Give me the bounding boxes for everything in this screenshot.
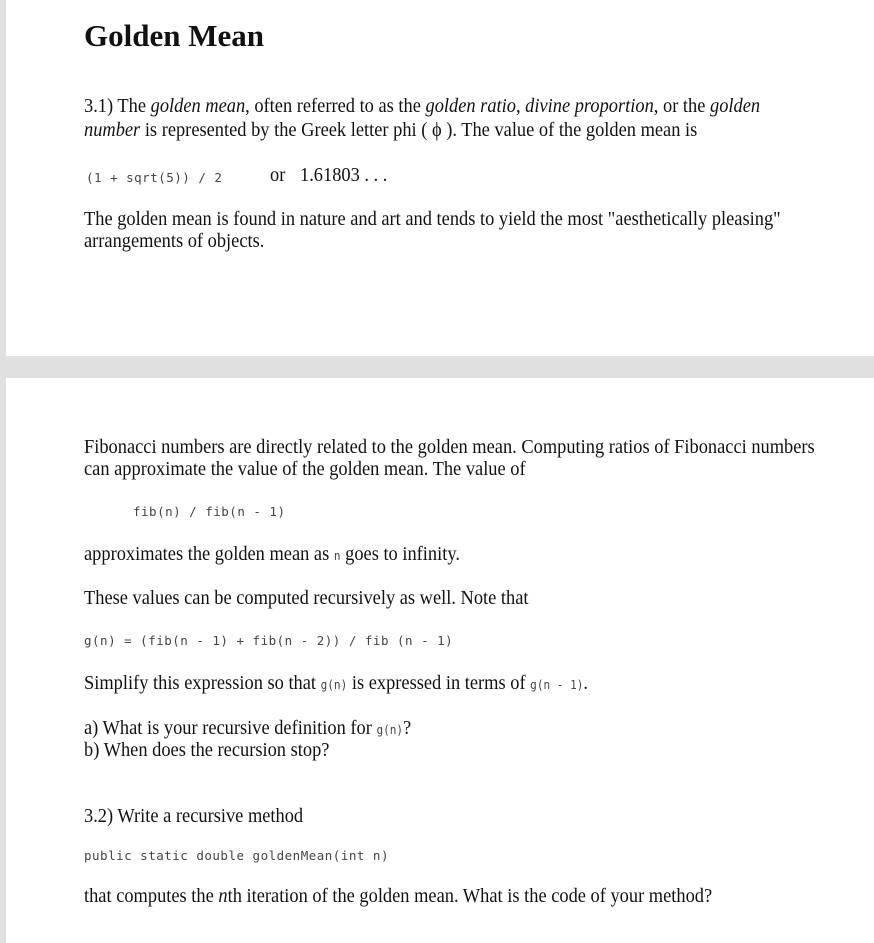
text: . <box>583 672 588 694</box>
term-divine-proportion: divine proportion <box>525 95 654 117</box>
fib-ratio-code: fib(n) / fib(n - 1) <box>133 504 286 519</box>
paragraph-nature-line-1: The golden mean is found in nature and art and tends to yield the most "aesthetically pleasing" <box>84 208 781 230</box>
text: , or the <box>653 95 711 117</box>
paragraph-golden-mean-line-2 <box>84 119 697 142</box>
text: is expressed in terms of <box>347 672 531 694</box>
inline-code-n: n <box>333 549 341 563</box>
text: ). The value of the golden mean is <box>441 119 698 141</box>
term-number: number <box>84 119 141 141</box>
inline-code-g-n: g(n) <box>320 678 348 692</box>
phi-symbol: ϕ <box>431 119 442 141</box>
text: , often referred to as the <box>245 95 426 117</box>
page-title: Golden Mean <box>84 18 264 53</box>
text: , <box>515 95 526 117</box>
method-signature-code: public static double goldenMean(int n) <box>84 848 389 863</box>
paragraph-computes <box>84 885 712 908</box>
paragraph-approximates <box>84 543 460 568</box>
text: is represented by the Greek letter phi ( <box>140 119 432 141</box>
text: ? <box>403 717 412 739</box>
text: th iteration of the golden mean. What is the code of your method? <box>227 885 713 907</box>
g-definition-code: g(n) = (fib(n - 1) + fib(n - 2)) / fib (n - 1) <box>84 633 454 648</box>
term-golden-mean: golden mean <box>150 95 246 117</box>
question-b: b) When does the recursion stop? <box>84 739 330 761</box>
paragraph-recursive-note: These values can be computed recursively as well. Note that <box>84 587 529 609</box>
document-page-2 <box>6 378 874 943</box>
paragraph-fibonacci-line-2: can approximate the value of the golden mean. The value of <box>84 458 526 480</box>
paragraph-simplify <box>84 672 588 697</box>
text: that computes the <box>84 885 219 907</box>
term-golden-ratio: golden ratio <box>425 95 516 117</box>
paragraph-golden-mean-line-1 <box>84 95 760 118</box>
formula-code: (1 + sqrt(5)) / 2 <box>86 170 223 185</box>
term-n: n <box>218 885 228 907</box>
term-golden: golden <box>710 95 761 117</box>
text: Simplify this expression so that <box>84 672 321 694</box>
formula-value: 1.61803 . . . <box>300 164 388 186</box>
document-page-1 <box>6 0 874 356</box>
text: goes to infinity. <box>340 543 460 565</box>
text: 3.1) The <box>84 95 151 117</box>
paragraph-fibonacci-line-1: Fibonacci numbers are directly related to the golden mean. Computing ratios of Fibonacci numbers <box>84 436 815 458</box>
formula-or: or <box>270 164 286 186</box>
text: approximates the golden mean as <box>84 543 334 565</box>
paragraph-nature-line-2: arrangements of objects. <box>84 230 265 252</box>
paragraph-write-method: 3.2) Write a recursive method <box>84 805 304 827</box>
inline-code-g-n: g(n) <box>376 723 404 737</box>
text: a) What is your recursive definition for <box>84 717 377 739</box>
inline-code-g-n-minus-1: g(n - 1) <box>530 678 584 692</box>
